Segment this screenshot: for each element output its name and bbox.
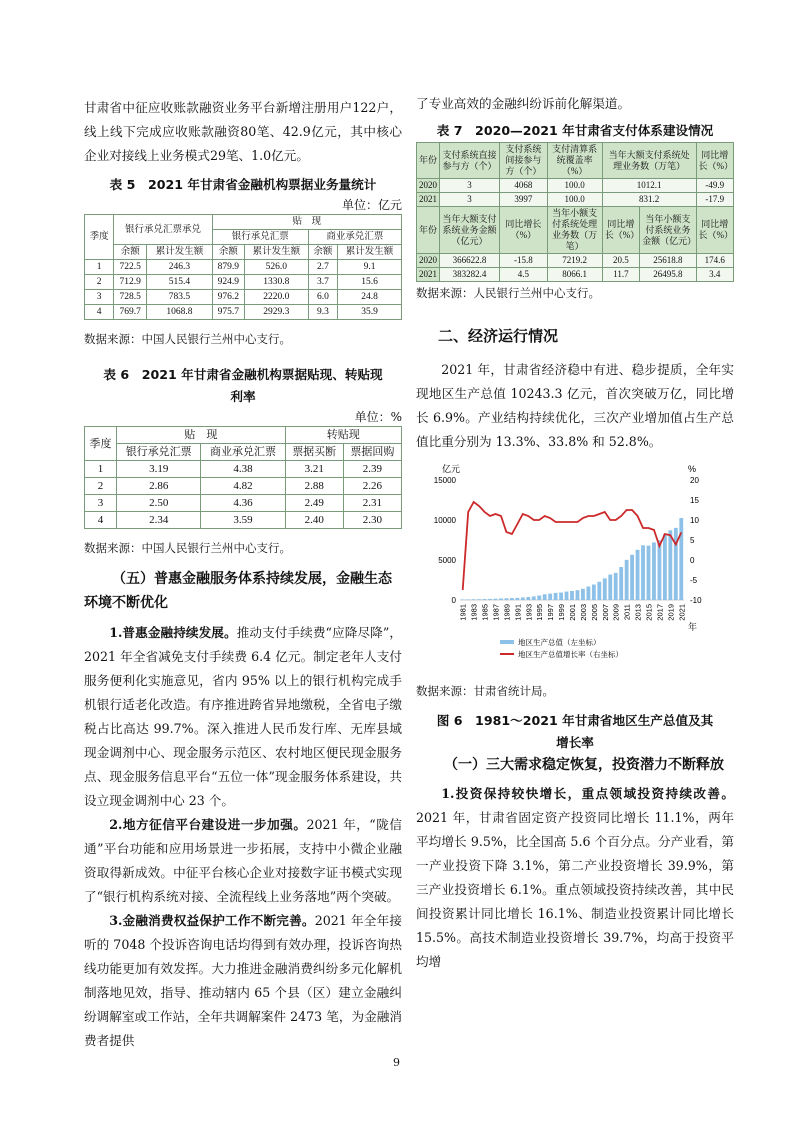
table7-header: 年份	[417, 143, 440, 179]
table-cell: 35.9	[338, 305, 402, 320]
table-row	[85, 478, 402, 495]
table-cell: 2.7	[308, 260, 337, 275]
gdp-bar	[625, 560, 629, 600]
table7-source: 数据来源：人民银行兰州中心支行。	[416, 286, 600, 300]
table-cell: 3	[440, 193, 500, 207]
table7-header: 年份	[417, 207, 440, 254]
y-right-axis-label: %	[688, 464, 697, 474]
gdp-chart-svg	[416, 460, 734, 660]
table-cell: 712.9	[114, 275, 147, 290]
table7	[416, 142, 734, 282]
figure-caption: 图 6 1981～2021 年甘肃省地区生产总值及其	[436, 713, 714, 728]
table-cell: 6.0	[308, 290, 337, 305]
y-right-tick-label: 10	[690, 516, 699, 525]
intro-paragraph: 甘肃省中征应收账款融资业务平台新增注册用户122户，线上线下完成应收账款融资80笔、42.9亿元，其中核心企业对接线上业务模式29笔、1.0亿元。	[84, 100, 402, 163]
x-tick-label: 2011	[622, 604, 632, 621]
table-cell: 3	[440, 179, 500, 193]
x-tick-label: 1995	[535, 604, 545, 621]
table6-header-buyout: 票据买断	[285, 444, 343, 461]
x-tick-label: 1983	[469, 604, 479, 621]
table-cell: 3997	[500, 193, 548, 207]
table6-header-rediscount: 转贴现	[285, 427, 401, 444]
table-row	[417, 254, 734, 268]
table-cell: 515.4	[147, 275, 213, 290]
x-tick-label: 1993	[524, 604, 534, 621]
table-cell: 1	[85, 461, 117, 478]
gdp-bar	[636, 550, 640, 600]
table7-header: 支付系统间接参与方（个）	[500, 143, 548, 179]
table-row	[85, 290, 402, 305]
y-left-tick-label: 5000	[438, 556, 456, 565]
table-cell: 2021	[417, 193, 440, 207]
table-cell: 1068.8	[147, 305, 213, 320]
table-cell: 11.7	[602, 268, 639, 282]
gdp-bar	[505, 598, 509, 600]
paragraph-lead: 2.地方征信平台建设进一步加强。	[109, 817, 307, 832]
table5-header-balance: 余额	[308, 245, 337, 260]
table-cell: 831.2	[602, 193, 696, 207]
table-cell: 3.19	[117, 461, 201, 478]
table7-header: 同比增长（%）	[696, 207, 733, 254]
table-cell: 2	[85, 275, 114, 290]
table-row	[85, 275, 402, 290]
table6-header-discount: 贴 现	[117, 427, 286, 444]
gdp-bar	[658, 540, 662, 600]
table5-header-accum: 累计发生额	[147, 245, 213, 260]
table6	[84, 426, 402, 529]
table-cell: 366622.8	[440, 254, 500, 268]
table-row	[85, 305, 402, 320]
table-cell: -17.9	[696, 193, 733, 207]
gdp-bar	[630, 555, 634, 600]
gdp-bar	[466, 599, 470, 600]
table5-caption: 表 5 2021 年甘肃省金融机构票据业务量统计	[109, 177, 377, 192]
section2-title: 二、经济运行情况	[438, 327, 559, 345]
y-right-tick-label: 20	[690, 476, 699, 485]
y-left-tick-label: 15000	[433, 476, 456, 485]
table-cell: 15.6	[338, 275, 402, 290]
x-tick-label: 2001	[568, 604, 577, 621]
x-tick-label: 1987	[491, 604, 501, 621]
gdp-bar	[543, 594, 547, 600]
table6-header-repo: 票据回购	[343, 444, 401, 461]
table-cell: 769.7	[114, 305, 147, 320]
table-cell: 2	[85, 478, 117, 495]
table5-header-discount: 贴 现	[212, 215, 401, 230]
table-cell: 722.5	[114, 260, 147, 275]
table-cell: 2.88	[285, 478, 343, 495]
table-cell: 2021	[417, 268, 440, 282]
figure-caption-line2: 增长率	[556, 735, 594, 750]
table-cell: 174.6	[696, 254, 733, 268]
x-tick-label: 1989	[502, 604, 512, 621]
table5-header-balance: 余额	[212, 245, 244, 260]
figure-source: 数据来源：甘肃省统计局。	[416, 684, 554, 698]
table-cell: 2020	[417, 254, 440, 268]
table-cell: -49.9	[696, 179, 733, 193]
paragraph-consumer-protection	[84, 909, 402, 1053]
table5-source: 数据来源：中国人民银行兰州中心支行。	[84, 332, 291, 346]
gdp-bar	[668, 530, 672, 600]
gdp-bar	[488, 599, 492, 600]
table-row	[85, 260, 402, 275]
table6-source: 数据来源：中国人民银行兰州中心支行。	[84, 541, 291, 555]
table-cell: 4.82	[201, 478, 285, 495]
table-cell: 100.0	[547, 179, 602, 193]
table5-header-season: 季度	[85, 215, 114, 260]
table-cell: 526.0	[244, 260, 308, 275]
table-cell: 4.38	[201, 461, 285, 478]
x-tick-label: 1985	[480, 604, 490, 621]
gdp-chart	[416, 460, 734, 668]
gdp-bar	[586, 586, 590, 600]
gdp-bar	[494, 599, 498, 600]
table-cell: 1	[85, 260, 114, 275]
gdp-bar	[647, 546, 651, 600]
x-tick-label: 2021	[677, 604, 687, 621]
table-cell: 8066.1	[547, 268, 602, 282]
gdp-bar	[521, 597, 525, 600]
table-cell: 3	[85, 495, 117, 512]
gdp-bar	[532, 596, 536, 600]
gdp-bar	[679, 518, 683, 600]
table7-caption: 表 7 2020—2021 年甘肃省支付体系建设情况	[436, 123, 714, 138]
table7-header: 支付系统直接参与方（个）	[440, 143, 500, 179]
paragraph-lead: 3.金融消费权益保护工作不断完善。	[109, 913, 315, 928]
table-cell: 1330.8	[244, 275, 308, 290]
table5-unit: 单位：亿元	[341, 198, 402, 212]
table-cell: 2.50	[117, 495, 201, 512]
table7-header: 支付清算系统覆盖率（%）	[547, 143, 602, 179]
x-tick-label: 2003	[578, 604, 588, 621]
y-left-tick-label: 10000	[433, 516, 456, 525]
left-column	[84, 96, 402, 1053]
table5-header-balance: 余额	[114, 245, 147, 260]
gdp-bar	[565, 592, 569, 600]
table-cell: 3.7	[308, 275, 337, 290]
table-cell: 25618.8	[640, 254, 696, 268]
table-row	[85, 461, 402, 478]
gdp-bar	[576, 590, 580, 600]
gdp-bar	[652, 542, 656, 600]
x-tick-label: 2005	[589, 604, 599, 621]
paragraph-lead: 1.投资保持较快增长，重点领域投资持续改善。	[441, 786, 734, 801]
table-cell: 246.3	[147, 260, 213, 275]
x-tick-label: 1981	[458, 604, 468, 621]
x-tick-label: 2007	[600, 604, 610, 621]
table-row	[417, 179, 734, 193]
table-cell: 9.3	[308, 305, 337, 320]
x-tick-label: 1991	[513, 604, 523, 621]
table7-header: 当年大额支付系统处理业务数（万笔）	[602, 143, 696, 179]
paragraph-body: 2021 年，“陇信通”平台功能和应用场景进一步拓展，支持中小微企业融资取得新成效。中征平台核心企业对接数字证书模式实现了“银行机构系统对接、全流程线上业务落地”两个突破。	[84, 817, 402, 904]
paragraph-credit-platform	[84, 813, 402, 909]
table-cell: 20.5	[602, 254, 639, 268]
table-cell: 383282.4	[440, 268, 500, 282]
table5-header-accum: 累计发生额	[338, 245, 402, 260]
right-column	[416, 96, 734, 974]
legend-entry-gdp: 地区生产总值（左坐标）	[518, 638, 601, 647]
gdp-bar	[608, 575, 612, 600]
section5-title: （五）普惠金融服务体系持续发展，金融生态环境不断优化	[84, 571, 392, 611]
table-cell: 3.21	[285, 461, 343, 478]
table5-header-accum: 累计发生额	[244, 245, 308, 260]
table-cell: 7219.2	[547, 254, 602, 268]
gdp-bar	[510, 598, 514, 600]
table-cell: 924.9	[212, 275, 244, 290]
table5	[84, 214, 402, 320]
table6-header-season: 季度	[85, 427, 117, 461]
table-cell: 728.5	[114, 290, 147, 305]
gdp-bar	[461, 599, 465, 600]
table-cell: 9.1	[338, 260, 402, 275]
table6-caption-line2: 利率	[230, 389, 256, 404]
table-cell: 2.26	[343, 478, 401, 495]
gdp-bar	[570, 591, 574, 600]
table6-header-bank: 银行承兑汇票	[117, 444, 201, 461]
x-tick-label: 1999	[557, 604, 567, 621]
table7-header: 当年小额支付系统处理业务数（万笔）	[547, 207, 602, 254]
table6-header-comm: 商业承兑汇票	[201, 444, 285, 461]
gdp-bar	[472, 599, 476, 600]
x-tick-label: 2017	[655, 604, 665, 621]
table-cell: 4.5	[500, 268, 548, 282]
table-cell: 975.7	[212, 305, 244, 320]
table7-header: 同比增长（%）	[696, 143, 733, 179]
economy-paragraph: 2021 年，甘肃省经济稳中有进、稳步提质，全年实现地区生产总值 10243.3 亿元，首次突破万亿，同比增长 6.9%。产业结构持续优化，三次产业增加值占生产总值比重分别为 13.3%、33.8% 和 52.8%。	[416, 362, 734, 449]
table5-header-comm-bill: 商业承兑汇票	[308, 230, 401, 245]
table5-header-bank-acceptance: 银行承兑汇票承兑	[114, 215, 213, 245]
y-left-axis-label: 亿元	[442, 464, 461, 474]
paragraph-lead: 1.普惠金融持续发展。	[109, 625, 237, 640]
table-row	[417, 193, 734, 207]
gdp-bar	[619, 567, 623, 600]
table-row	[417, 268, 734, 282]
y-right-tick-label: 15	[690, 496, 699, 505]
table-cell: 2.30	[343, 512, 401, 529]
table-cell: 2.86	[117, 478, 201, 495]
gdp-bar	[515, 598, 519, 600]
gdp-bar	[592, 585, 596, 600]
gdp-bar	[641, 545, 645, 600]
table-cell: 879.9	[212, 260, 244, 275]
gdp-bar	[663, 534, 667, 600]
y-left-tick-label: 0	[451, 596, 456, 605]
table-cell: 2929.3	[244, 305, 308, 320]
x-tick-label: 2013	[633, 604, 643, 621]
gdp-bar	[581, 589, 585, 600]
table-cell: 4	[85, 512, 117, 529]
table-cell: 2.40	[285, 512, 343, 529]
gdp-bar	[477, 599, 481, 600]
table7-header: 当年大额支付系统业务金额（亿元）	[440, 207, 500, 254]
table-cell: 3.59	[201, 512, 285, 529]
gdp-bar	[526, 597, 530, 600]
x-tick-label: 2019	[666, 604, 676, 621]
table-cell: 3.4	[696, 268, 733, 282]
subsection1-title: （一）三大需求稳定恢复，投资潜力不断释放	[444, 757, 724, 773]
gdp-bar	[674, 528, 678, 600]
table5-header-bank-bill: 银行承兑汇票	[212, 230, 308, 245]
y-right-tick-label: 0	[690, 556, 695, 565]
investment-paragraph	[416, 782, 734, 974]
gdp-bar	[597, 582, 601, 600]
table-cell: 24.8	[338, 290, 402, 305]
table-cell: 2.49	[285, 495, 343, 512]
paragraph-inclusive-finance	[84, 621, 402, 813]
table7-header: 同比增长（%）	[602, 207, 639, 254]
table-cell: 100.0	[547, 193, 602, 207]
table-cell: 2020	[417, 179, 440, 193]
y-right-tick-label: -10	[690, 596, 702, 605]
x-axis-label: 年	[688, 622, 698, 632]
legend-entry-growth: 地区生产总值增长率（右坐标）	[518, 650, 623, 659]
table-cell: 3	[85, 290, 114, 305]
gdp-bar	[614, 573, 618, 600]
table7-header: 当年小额支付系统业务金额（亿元）	[640, 207, 696, 254]
table-cell: 4.36	[201, 495, 285, 512]
table-cell: 2.34	[117, 512, 201, 529]
page-number: 9	[393, 1056, 400, 1069]
gdp-bar	[554, 593, 558, 600]
table-cell: 1012.1	[602, 179, 696, 193]
table-cell: -15.8	[500, 254, 548, 268]
table6-caption: 表 6 2021 年甘肃省金融机构票据贴现、转贴现	[103, 367, 383, 382]
table-cell: 2220.0	[244, 290, 308, 305]
paragraph-body: 推动支付手续费“应降尽降”，2021 年全省减免支付手续费 6.4 亿元。制定老年人支付服务便利化实施意见，省内 95% 以上的银行机构完成手机银行适老化改造。有序推进跨省异地缴税，全省电子缴税占比高达 99.7%。深入推进人民币发行库、无库县域现金调剂中心、现金服务示范区、农村地区便民现金服务点、现金服务信息平台“五位一体”现金服务体系建设，共设立现金调剂中心 23 个。	[84, 625, 402, 808]
gdp-bar	[537, 596, 541, 600]
gdp-bar	[548, 594, 552, 600]
table-cell: 4	[85, 305, 114, 320]
table-cell: 4068	[500, 179, 548, 193]
continued-paragraph: 了专业高效的金融纠纷诉前化解渠道。	[416, 96, 631, 111]
paragraph-body: 2021 年全年接听的 7048 个投诉咨询电话均得到有效办理，投诉咨询热线功能更加有效发挥。大力推进金融消费纠纷多元化解机制落地见效，指导、推动辖内 65 个县（区）建立金融纠纷调解室或工作站，全年共调解案件 2473 笔，为金融消费者提供	[84, 913, 402, 1048]
x-tick-label: 2015	[644, 604, 654, 621]
gdp-bar	[603, 578, 607, 600]
gdp-bar	[483, 599, 487, 600]
table-cell: 2.31	[343, 495, 401, 512]
x-tick-label: 1997	[546, 604, 556, 621]
table-row	[85, 512, 402, 529]
table-cell: 976.2	[212, 290, 244, 305]
gdp-bar	[559, 593, 563, 600]
legend-swatch-gdp	[500, 640, 514, 644]
paragraph-body: 2021 年，甘肃省固定资产投资同比增长 11.1%，两年平均增长 9.5%，比全国高 5.6 个百分点。分产业看，第一产业投资下降 3.1%，第二产业投资增长 39.9%，第三产业投资增长 6.1%。重点领域投资持续改善，其中民间投资累计同比增长 16.1%、制造业投资累计同比增长 15.5%。高技术制造业投资增长 39.7%，均高于投资平均增	[416, 810, 734, 969]
table-cell: 783.5	[147, 290, 213, 305]
x-tick-label: 2009	[611, 604, 621, 621]
y-right-tick-label: -5	[690, 576, 698, 585]
table7-header: 同比增长（%）	[500, 207, 548, 254]
gdp-bar	[499, 598, 503, 600]
table-row	[85, 495, 402, 512]
table-cell: 26495.8	[640, 268, 696, 282]
y-right-tick-label: 5	[690, 536, 695, 545]
table-cell: 2.39	[343, 461, 401, 478]
table6-unit: 单位：%	[354, 410, 402, 424]
